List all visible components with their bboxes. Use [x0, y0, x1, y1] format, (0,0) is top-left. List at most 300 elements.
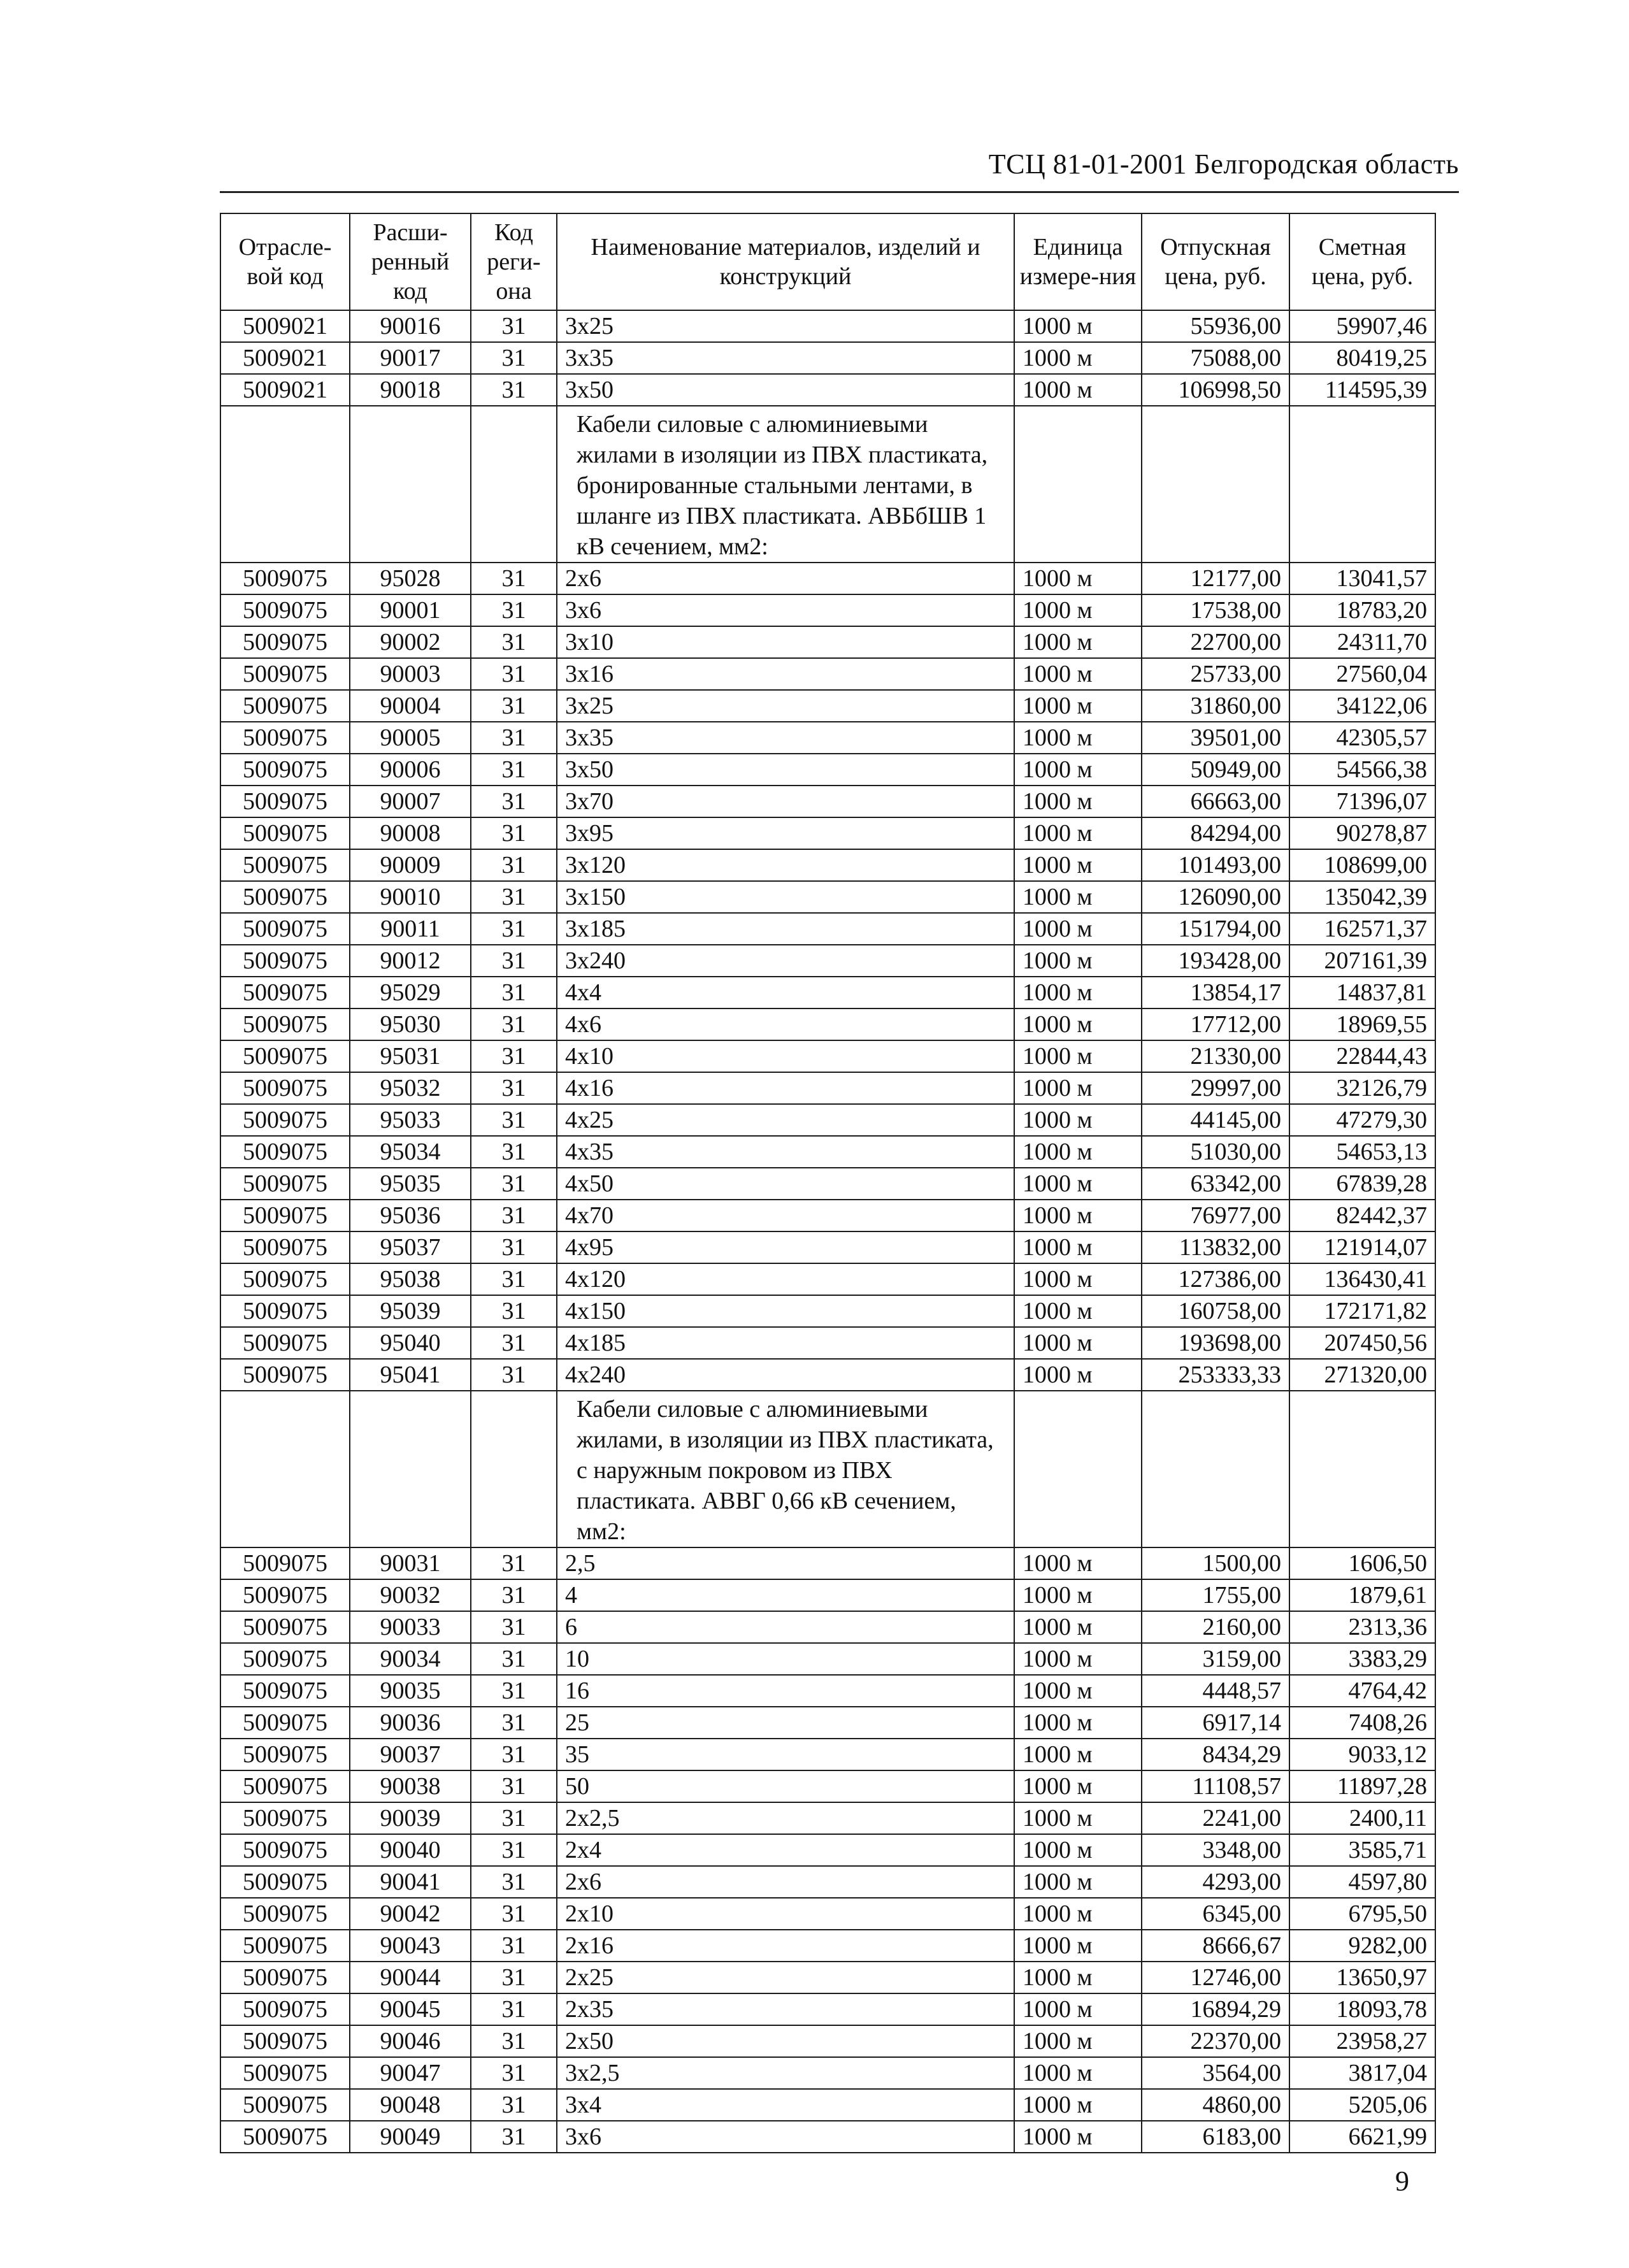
material-name-cell: 10	[557, 1643, 1014, 1675]
region-code-cell: 31	[471, 881, 557, 913]
material-name-cell: 4x35	[557, 1136, 1014, 1168]
extended-code-cell: 90012	[350, 945, 471, 977]
release-price-cell: 8666,67	[1142, 1930, 1289, 1962]
unit-cell: 1000 м	[1014, 881, 1142, 913]
table-row	[220, 310, 1435, 342]
table-row	[220, 2121, 1435, 2153]
unit-cell: 1000 м	[1014, 594, 1142, 626]
unit-cell: 1000 м	[1014, 1359, 1142, 1391]
industry-code-cell: 5009075	[220, 913, 350, 945]
table-row	[220, 881, 1435, 913]
estimate-price-cell: 71396,07	[1289, 786, 1435, 817]
material-name-cell: 3x50	[557, 754, 1014, 786]
material-name-cell: 2x6	[557, 563, 1014, 594]
material-name-cell: 3x16	[557, 658, 1014, 690]
extended-code-cell: 90007	[350, 786, 471, 817]
unit-cell: 1000 м	[1014, 2121, 1142, 2153]
table-row	[220, 1770, 1435, 1802]
extended-code-cell: 90008	[350, 817, 471, 849]
region-code-cell: 31	[471, 1040, 557, 1072]
material-name-cell: 3x240	[557, 945, 1014, 977]
material-name-cell: 3x6	[557, 2121, 1014, 2153]
unit-cell: 1000 м	[1014, 1295, 1142, 1327]
extended-code-cell: 95039	[350, 1295, 471, 1327]
region-code-cell: 31	[471, 342, 557, 374]
estimate-price-cell: 1879,61	[1289, 1579, 1435, 1611]
release-price-cell: 193698,00	[1142, 1327, 1289, 1359]
industry-code-cell: 5009075	[220, 1739, 350, 1770]
release-price-cell: 2160,00	[1142, 1611, 1289, 1643]
extended-code-cell: 90039	[350, 1802, 471, 1834]
col-header-material-name: Наименование материалов, изделий и конструкций	[557, 213, 1014, 310]
table-row	[220, 1930, 1435, 1962]
estimate-price-cell: 9282,00	[1289, 1930, 1435, 1962]
table-row	[220, 2057, 1435, 2089]
release-price-cell: 193428,00	[1142, 945, 1289, 977]
industry-code-cell: 5009075	[220, 1008, 350, 1040]
material-name-cell: 4x4	[557, 977, 1014, 1008]
header-rule	[220, 191, 1459, 193]
material-name-cell: 2x16	[557, 1930, 1014, 1962]
estimate-price-cell	[1289, 1391, 1435, 1547]
material-name-cell: 3x185	[557, 913, 1014, 945]
release-price-cell: 12746,00	[1142, 1962, 1289, 1993]
table-row	[220, 1834, 1435, 1866]
estimate-price-cell: 271320,00	[1289, 1359, 1435, 1391]
unit-cell: 1000 м	[1014, 1327, 1142, 1359]
release-price-cell: 6917,14	[1142, 1707, 1289, 1739]
col-header-extended-code: Расши-ренный код	[350, 213, 471, 310]
table-row	[220, 374, 1435, 406]
release-price-cell: 55936,00	[1142, 310, 1289, 342]
table-row	[220, 1643, 1435, 1675]
region-code-cell: 31	[471, 1962, 557, 1993]
estimate-price-cell: 108699,00	[1289, 849, 1435, 881]
table-row	[220, 849, 1435, 881]
unit-cell: 1000 м	[1014, 690, 1142, 722]
unit-cell	[1014, 1391, 1142, 1547]
extended-code-cell: 95038	[350, 1263, 471, 1295]
release-price-cell: 25733,00	[1142, 658, 1289, 690]
extended-code-cell: 95035	[350, 1168, 471, 1200]
estimate-price-cell: 67839,28	[1289, 1168, 1435, 1200]
region-code-cell: 31	[471, 1072, 557, 1104]
table-row	[220, 817, 1435, 849]
unit-cell: 1000 м	[1014, 1770, 1142, 1802]
col-header-industry-code: Отрасле-вой код	[220, 213, 350, 310]
region-code-cell: 31	[471, 1643, 557, 1675]
extended-code-cell: 95030	[350, 1008, 471, 1040]
release-price-cell: 84294,00	[1142, 817, 1289, 849]
industry-code-cell: 5009075	[220, 626, 350, 658]
region-code-cell: 31	[471, 1359, 557, 1391]
estimate-price-cell: 59907,46	[1289, 310, 1435, 342]
table-row	[220, 786, 1435, 817]
unit-cell: 1000 м	[1014, 1866, 1142, 1898]
region-code-cell: 31	[471, 1834, 557, 1866]
estimate-price-cell: 18093,78	[1289, 1993, 1435, 2025]
material-name-cell: 2x25	[557, 1962, 1014, 1993]
extended-code-cell: 95037	[350, 1231, 471, 1263]
release-price-cell: 16894,29	[1142, 1993, 1289, 2025]
estimate-price-cell: 18783,20	[1289, 594, 1435, 626]
region-code-cell: 31	[471, 1295, 557, 1327]
industry-code-cell	[220, 1391, 350, 1547]
release-price-cell: 50949,00	[1142, 754, 1289, 786]
table-row	[220, 1802, 1435, 1834]
table-row	[220, 594, 1435, 626]
estimate-price-cell: 2313,36	[1289, 1611, 1435, 1643]
unit-cell: 1000 м	[1014, 2089, 1142, 2121]
release-price-cell: 4293,00	[1142, 1866, 1289, 1898]
material-name-cell: 3x150	[557, 881, 1014, 913]
industry-code-cell: 5009075	[220, 1993, 350, 2025]
table-row	[220, 1136, 1435, 1168]
release-price-cell: 1755,00	[1142, 1579, 1289, 1611]
extended-code-cell: 90002	[350, 626, 471, 658]
table-row	[220, 1359, 1435, 1391]
material-name-cell: 4x95	[557, 1231, 1014, 1263]
region-code-cell: 31	[471, 1802, 557, 1834]
industry-code-cell: 5009021	[220, 374, 350, 406]
unit-cell: 1000 м	[1014, 977, 1142, 1008]
table-row	[220, 1993, 1435, 2025]
region-code-cell: 31	[471, 1008, 557, 1040]
extended-code-cell: 90049	[350, 2121, 471, 2153]
estimate-price-cell: 3383,29	[1289, 1643, 1435, 1675]
release-price-cell: 22370,00	[1142, 2025, 1289, 2057]
release-price-cell: 151794,00	[1142, 913, 1289, 945]
extended-code-cell: 90004	[350, 690, 471, 722]
table-row	[220, 1072, 1435, 1104]
extended-code-cell: 90046	[350, 2025, 471, 2057]
region-code-cell: 31	[471, 626, 557, 658]
table-row	[220, 1200, 1435, 1231]
col-header-estimate-price: Сметная цена, руб.	[1289, 213, 1435, 310]
material-name-cell: 6	[557, 1611, 1014, 1643]
col-header-region-code: Код реги-она	[471, 213, 557, 310]
region-code-cell: 31	[471, 1200, 557, 1231]
release-price-cell: 29997,00	[1142, 1072, 1289, 1104]
material-name-cell: 4x16	[557, 1072, 1014, 1104]
price-table	[220, 213, 1436, 2153]
industry-code-cell: 5009075	[220, 977, 350, 1008]
release-price-cell: 76977,00	[1142, 1200, 1289, 1231]
unit-cell: 1000 м	[1014, 310, 1142, 342]
material-name-cell: 2x2,5	[557, 1802, 1014, 1834]
region-code-cell: 31	[471, 1993, 557, 2025]
extended-code-cell: 90043	[350, 1930, 471, 1962]
industry-code-cell: 5009075	[220, 1104, 350, 1136]
extended-code-cell: 90033	[350, 1611, 471, 1643]
region-code-cell: 31	[471, 1168, 557, 1200]
table-row	[220, 1739, 1435, 1770]
industry-code-cell: 5009075	[220, 1866, 350, 1898]
table-body	[220, 310, 1435, 2153]
region-code-cell: 31	[471, 786, 557, 817]
material-name-cell: 35	[557, 1739, 1014, 1770]
table-row	[220, 563, 1435, 594]
estimate-price-cell: 2400,11	[1289, 1802, 1435, 1834]
material-name-cell: 4x25	[557, 1104, 1014, 1136]
region-code-cell: 31	[471, 1866, 557, 1898]
table-row	[220, 2025, 1435, 2057]
region-code-cell	[471, 406, 557, 563]
region-code-cell: 31	[471, 817, 557, 849]
estimate-price-cell: 47279,30	[1289, 1104, 1435, 1136]
extended-code-cell	[350, 1391, 471, 1547]
extended-code-cell: 90017	[350, 342, 471, 374]
material-name-cell: 3x35	[557, 342, 1014, 374]
unit-cell: 1000 м	[1014, 342, 1142, 374]
table-row	[220, 913, 1435, 945]
unit-cell: 1000 м	[1014, 1040, 1142, 1072]
unit-cell: 1000 м	[1014, 1643, 1142, 1675]
industry-code-cell: 5009075	[220, 849, 350, 881]
extended-code-cell: 90034	[350, 1643, 471, 1675]
industry-code-cell: 5009075	[220, 594, 350, 626]
extended-code-cell: 90048	[350, 2089, 471, 2121]
region-code-cell	[471, 1391, 557, 1547]
region-code-cell: 31	[471, 2089, 557, 2121]
region-code-cell: 31	[471, 1136, 557, 1168]
table-row	[220, 1611, 1435, 1643]
material-name-cell: 2x10	[557, 1898, 1014, 1930]
region-code-cell: 31	[471, 2025, 557, 2057]
extended-code-cell: 90045	[350, 1993, 471, 2025]
region-code-cell: 31	[471, 1930, 557, 1962]
release-price-cell: 12177,00	[1142, 563, 1289, 594]
material-name-cell: 3x95	[557, 817, 1014, 849]
region-code-cell: 31	[471, 977, 557, 1008]
estimate-price-cell: 22844,43	[1289, 1040, 1435, 1072]
release-price-cell: 126090,00	[1142, 881, 1289, 913]
release-price-cell	[1142, 1391, 1289, 1547]
unit-cell: 1000 м	[1014, 722, 1142, 754]
extended-code-cell: 90001	[350, 594, 471, 626]
table-row	[220, 977, 1435, 1008]
industry-code-cell: 5009075	[220, 1040, 350, 1072]
estimate-price-cell: 13041,57	[1289, 563, 1435, 594]
industry-code-cell: 5009075	[220, 563, 350, 594]
region-code-cell: 31	[471, 849, 557, 881]
industry-code-cell: 5009075	[220, 1611, 350, 1643]
estimate-price-cell: 13650,97	[1289, 1962, 1435, 1993]
industry-code-cell: 5009075	[220, 1072, 350, 1104]
estimate-price-cell: 90278,87	[1289, 817, 1435, 849]
estimate-price-cell: 135042,39	[1289, 881, 1435, 913]
table-row	[220, 1962, 1435, 1993]
release-price-cell: 17712,00	[1142, 1008, 1289, 1040]
material-name-cell: 3x50	[557, 374, 1014, 406]
material-name-cell: 3x70	[557, 786, 1014, 817]
region-code-cell: 31	[471, 658, 557, 690]
release-price-cell: 113832,00	[1142, 1231, 1289, 1263]
material-name-cell: 2,5	[557, 1547, 1014, 1579]
material-name-cell: 3x2,5	[557, 2057, 1014, 2089]
industry-code-cell: 5009075	[220, 1200, 350, 1231]
industry-code-cell: 5009075	[220, 1802, 350, 1834]
table-row	[220, 1263, 1435, 1295]
industry-code-cell: 5009075	[220, 1707, 350, 1739]
estimate-price-cell: 54566,38	[1289, 754, 1435, 786]
unit-cell: 1000 м	[1014, 1802, 1142, 1834]
extended-code-cell: 95031	[350, 1040, 471, 1072]
industry-code-cell: 5009075	[220, 2121, 350, 2153]
estimate-price-cell: 114595,39	[1289, 374, 1435, 406]
estimate-price-cell: 32126,79	[1289, 1072, 1435, 1104]
release-price-cell: 8434,29	[1142, 1739, 1289, 1770]
region-code-cell: 31	[471, 1104, 557, 1136]
estimate-price-cell	[1289, 406, 1435, 563]
unit-cell: 1000 м	[1014, 1200, 1142, 1231]
extended-code-cell: 90044	[350, 1962, 471, 1993]
group-description-cell: Кабели силовые с алюминиевыми жилами в изоляции из ПВХ пластиката, бронированные стальными лентами, в шланге из ПВХ пластиката. АВБбШВ 1 кВ сечением, мм2:	[557, 406, 1014, 563]
region-code-cell: 31	[471, 594, 557, 626]
estimate-price-cell: 6795,50	[1289, 1898, 1435, 1930]
region-code-cell: 31	[471, 563, 557, 594]
estimate-price-cell: 3817,04	[1289, 2057, 1435, 2089]
estimate-price-cell: 54653,13	[1289, 1136, 1435, 1168]
estimate-price-cell: 162571,37	[1289, 913, 1435, 945]
estimate-price-cell: 24311,70	[1289, 626, 1435, 658]
unit-cell: 1000 м	[1014, 1993, 1142, 2025]
material-name-cell: 2x4	[557, 1834, 1014, 1866]
table-row	[220, 722, 1435, 754]
industry-code-cell: 5009075	[220, 2089, 350, 2121]
table-row	[220, 1898, 1435, 1930]
unit-cell: 1000 м	[1014, 1675, 1142, 1707]
unit-cell: 1000 м	[1014, 1104, 1142, 1136]
extended-code-cell: 95034	[350, 1136, 471, 1168]
material-name-cell: 3x25	[557, 310, 1014, 342]
extended-code-cell: 90041	[350, 1866, 471, 1898]
release-price-cell: 13854,17	[1142, 977, 1289, 1008]
release-price-cell: 1500,00	[1142, 1547, 1289, 1579]
industry-code-cell: 5009075	[220, 1579, 350, 1611]
industry-code-cell: 5009075	[220, 1168, 350, 1200]
material-name-cell: 2x6	[557, 1866, 1014, 1898]
industry-code-cell: 5009075	[220, 1263, 350, 1295]
table-row	[220, 754, 1435, 786]
industry-code-cell: 5009075	[220, 658, 350, 690]
release-price-cell: 39501,00	[1142, 722, 1289, 754]
industry-code-cell: 5009075	[220, 1231, 350, 1263]
industry-code-cell: 5009075	[220, 1770, 350, 1802]
unit-cell: 1000 м	[1014, 1707, 1142, 1739]
industry-code-cell	[220, 406, 350, 563]
region-code-cell: 31	[471, 1231, 557, 1263]
extended-code-cell: 90035	[350, 1675, 471, 1707]
table-row	[220, 1008, 1435, 1040]
unit-cell: 1000 м	[1014, 1579, 1142, 1611]
extended-code-cell: 95040	[350, 1327, 471, 1359]
region-code-cell: 31	[471, 1611, 557, 1643]
release-price-cell: 127386,00	[1142, 1263, 1289, 1295]
industry-code-cell: 5009021	[220, 342, 350, 374]
region-code-cell: 31	[471, 1739, 557, 1770]
estimate-price-cell: 42305,57	[1289, 722, 1435, 754]
table-row	[220, 342, 1435, 374]
estimate-price-cell: 4597,80	[1289, 1866, 1435, 1898]
table-row	[220, 1327, 1435, 1359]
estimate-price-cell: 7408,26	[1289, 1707, 1435, 1739]
running-head: ТСЦ 81-01-2001 Белгородская область	[988, 148, 1459, 180]
table-row	[220, 2089, 1435, 2121]
unit-cell: 1000 м	[1014, 1136, 1142, 1168]
release-price-cell: 106998,50	[1142, 374, 1289, 406]
extended-code-cell: 95041	[350, 1359, 471, 1391]
extended-code-cell: 90042	[350, 1898, 471, 1930]
unit-cell: 1000 м	[1014, 1547, 1142, 1579]
extended-code-cell: 90047	[350, 2057, 471, 2089]
extended-code-cell: 90005	[350, 722, 471, 754]
extended-code-cell: 90016	[350, 310, 471, 342]
material-name-cell: 4	[557, 1579, 1014, 1611]
estimate-price-cell: 1606,50	[1289, 1547, 1435, 1579]
estimate-price-cell: 27560,04	[1289, 658, 1435, 690]
estimate-price-cell: 34122,06	[1289, 690, 1435, 722]
table-row	[220, 1295, 1435, 1327]
unit-cell: 1000 м	[1014, 374, 1142, 406]
industry-code-cell: 5009075	[220, 1834, 350, 1866]
release-price-cell	[1142, 406, 1289, 563]
material-name-cell: 3x6	[557, 594, 1014, 626]
extended-code-cell	[350, 406, 471, 563]
table-row	[220, 1040, 1435, 1072]
release-price-cell: 51030,00	[1142, 1136, 1289, 1168]
unit-cell: 1000 м	[1014, 1930, 1142, 1962]
region-code-cell: 31	[471, 1327, 557, 1359]
region-code-cell: 31	[471, 1898, 557, 1930]
unit-cell: 1000 м	[1014, 1231, 1142, 1263]
release-price-cell: 3564,00	[1142, 2057, 1289, 2089]
unit-cell: 1000 м	[1014, 626, 1142, 658]
estimate-price-cell: 18969,55	[1289, 1008, 1435, 1040]
estimate-price-cell: 6621,99	[1289, 2121, 1435, 2153]
extended-code-cell: 90018	[350, 374, 471, 406]
release-price-cell: 6345,00	[1142, 1898, 1289, 1930]
estimate-price-cell: 4764,42	[1289, 1675, 1435, 1707]
unit-cell: 1000 м	[1014, 817, 1142, 849]
extended-code-cell: 90036	[350, 1707, 471, 1739]
table-group-row	[220, 1391, 1435, 1547]
estimate-price-cell: 207450,56	[1289, 1327, 1435, 1359]
release-price-cell: 101493,00	[1142, 849, 1289, 881]
table-row	[220, 658, 1435, 690]
extended-code-cell: 90037	[350, 1739, 471, 1770]
col-header-release-price: Отпускная цена, руб.	[1142, 213, 1289, 310]
estimate-price-cell: 9033,12	[1289, 1739, 1435, 1770]
region-code-cell: 31	[471, 1707, 557, 1739]
extended-code-cell: 90031	[350, 1547, 471, 1579]
table-group-row	[220, 406, 1435, 563]
table-row	[220, 1579, 1435, 1611]
industry-code-cell: 5009075	[220, 690, 350, 722]
region-code-cell: 31	[471, 310, 557, 342]
material-name-cell: 50	[557, 1770, 1014, 1802]
material-name-cell: 4x185	[557, 1327, 1014, 1359]
unit-cell: 1000 м	[1014, 1834, 1142, 1866]
region-code-cell: 31	[471, 1579, 557, 1611]
material-name-cell: 4x150	[557, 1295, 1014, 1327]
material-name-cell: 4x240	[557, 1359, 1014, 1391]
release-price-cell: 3348,00	[1142, 1834, 1289, 1866]
material-name-cell: 3x4	[557, 2089, 1014, 2121]
industry-code-cell: 5009075	[220, 1962, 350, 1993]
release-price-cell: 6183,00	[1142, 2121, 1289, 2153]
industry-code-cell: 5009075	[220, 722, 350, 754]
